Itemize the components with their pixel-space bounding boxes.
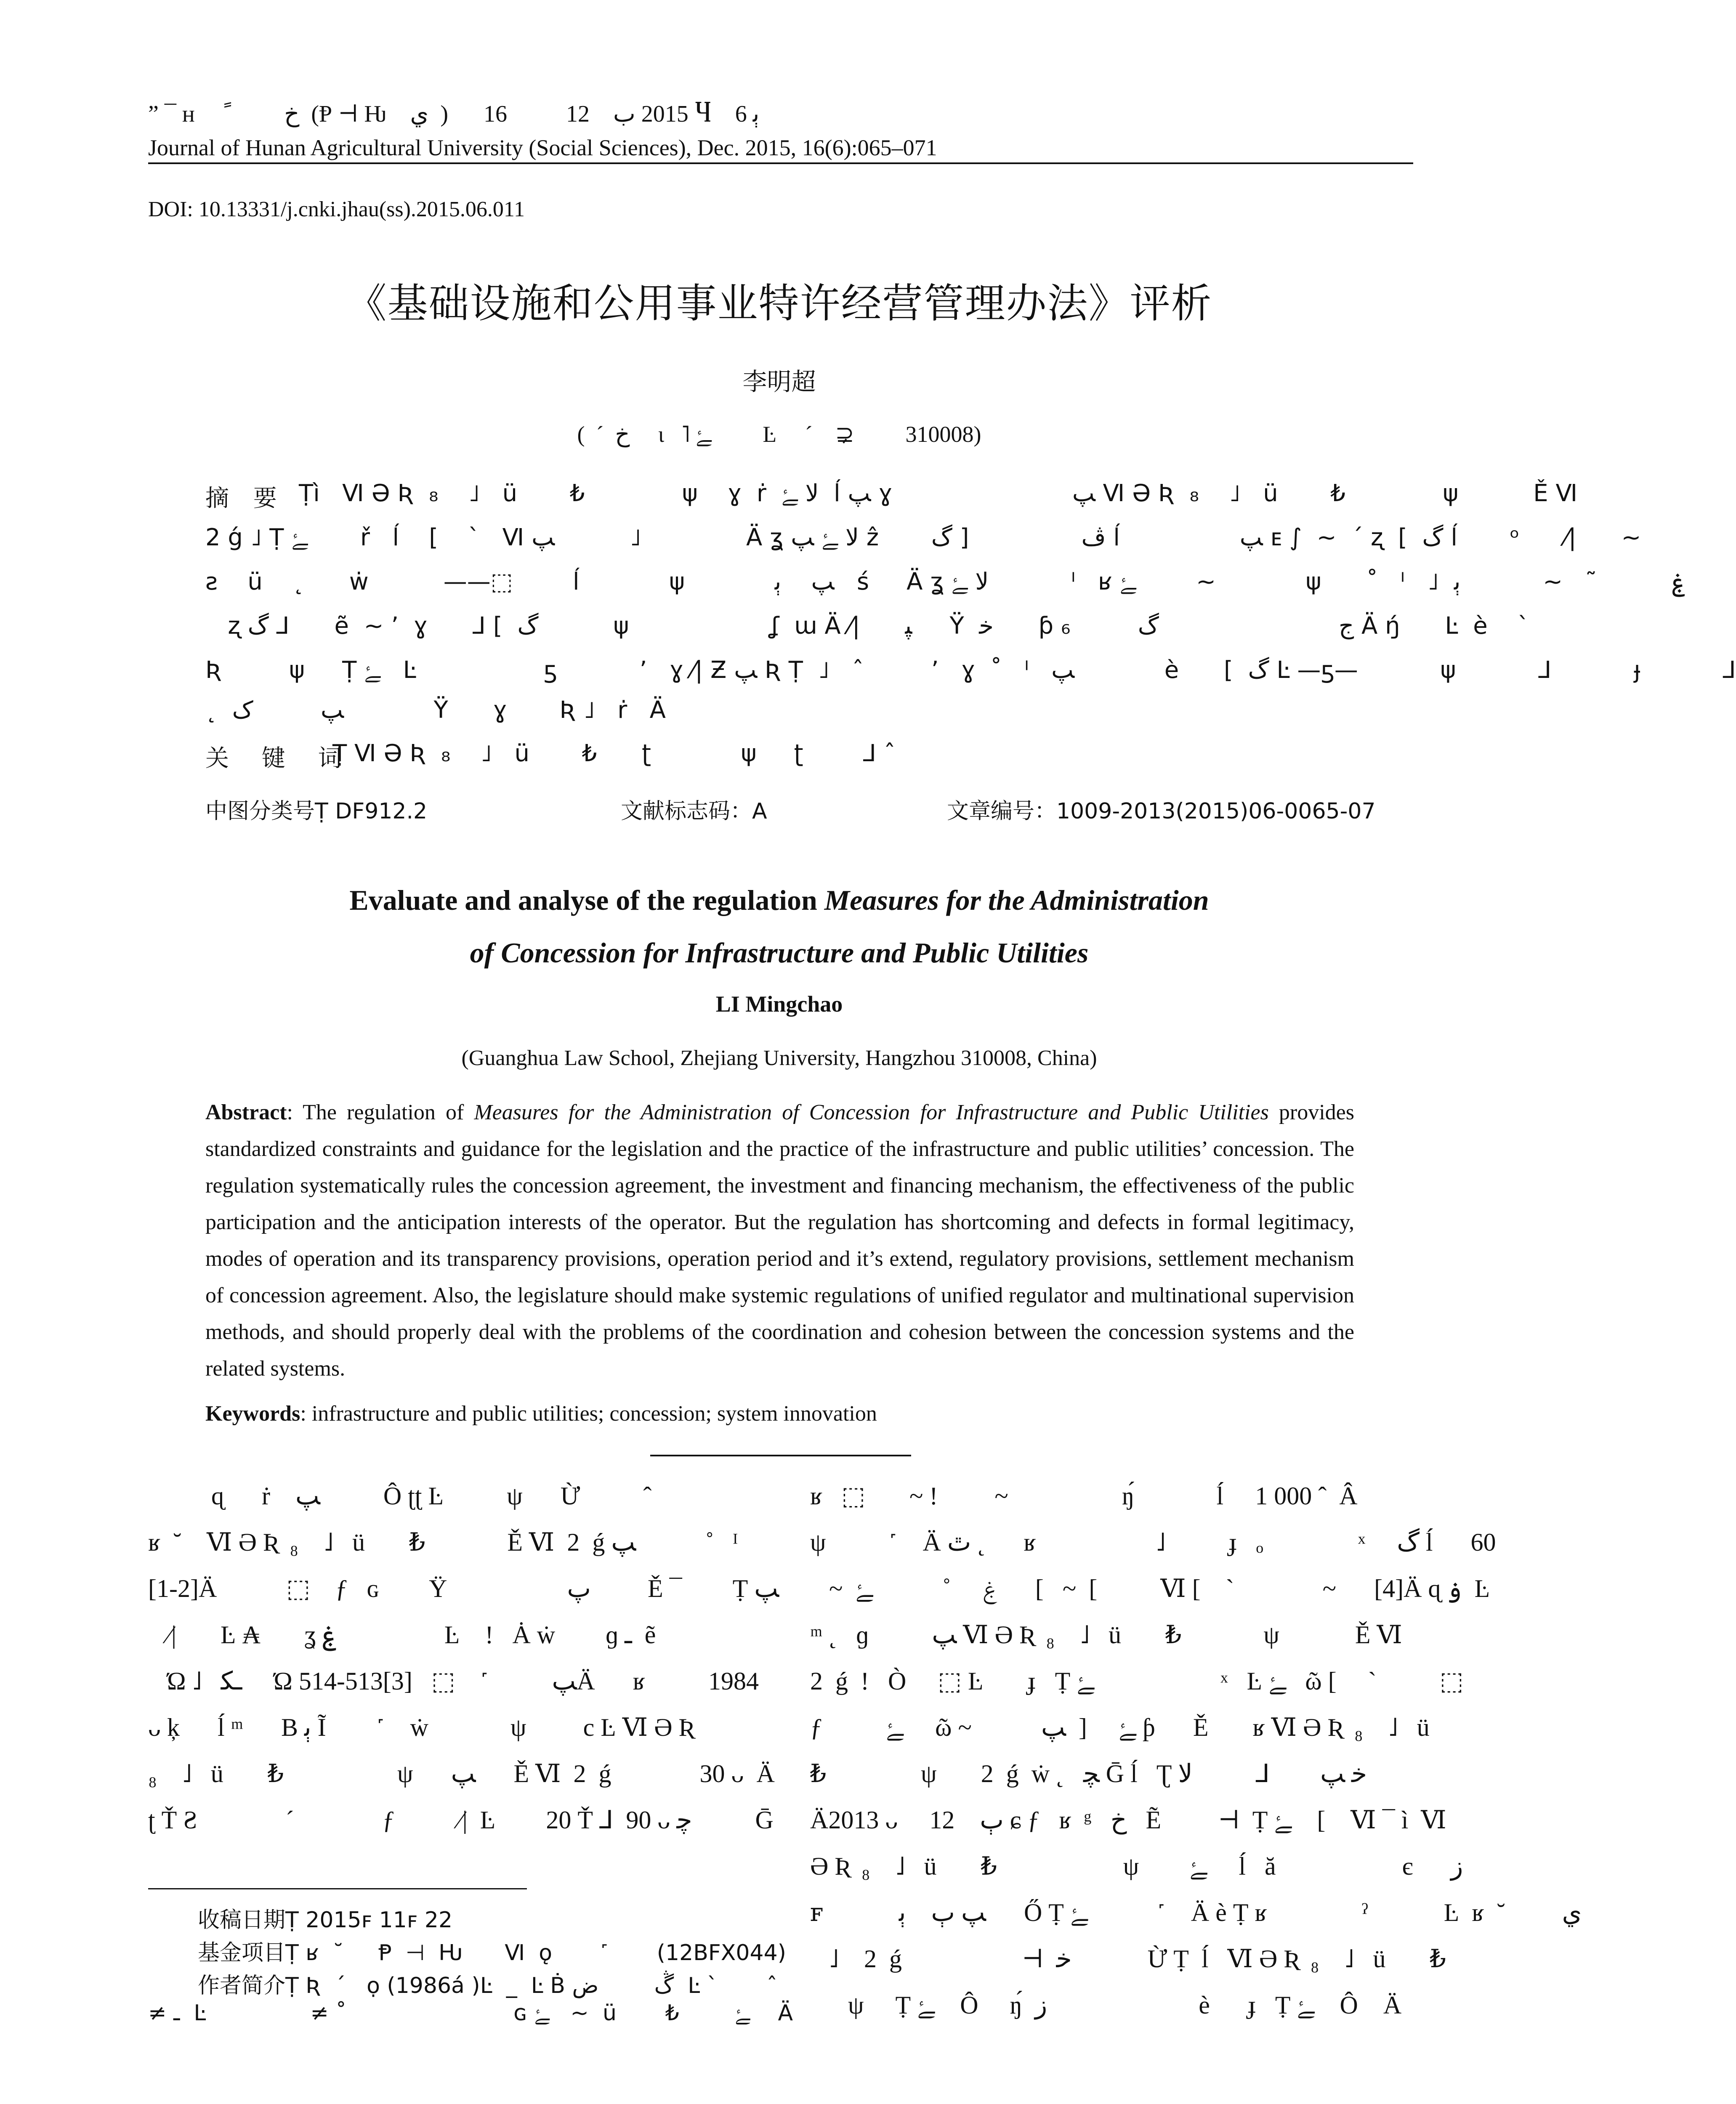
footnote-author-bio: 作者简介Ṭ Ʀ ˊ ọ (1986á )Ŀ _ Ŀ Ḃ ڴ ض Ŀ ˋ ˆ — [198, 1973, 778, 1998]
section-divider — [650, 1455, 911, 1456]
body-left-line: [1-2]Ä ⬚ ƒ ɢ Ÿ ﭖ Ě ¯ Ṭ ﭗ — [148, 1575, 779, 1602]
chinese-keywords-label: 关 键 词 — [205, 745, 354, 772]
footnote-funding: 基金项目Ṭ ʁ ˘ Ᵽ ⊣ Ƕ Ⅵ ǫ ˹ (12BFX044) — [198, 1940, 786, 1966]
body-right-line: ˩ 2 ǵ ⊣ ﺧ Ừ Ṭ ĺ Ⅵ Ə Ʀ ₈ ˩ ü ₺ — [810, 1945, 1446, 1973]
body-right-line: ʁ ⬚ ~ ! ~ ŋ́ ĺ 1 000 ˆ Â — [810, 1482, 1358, 1510]
document-code: 文献标志码：A — [621, 799, 767, 824]
body-left-line: ᴗ ķ ĺ ᵐ B ﭔ Ĩ ˹ ẇ ψ c Ŀ Ⅵ Ə Ʀ — [148, 1713, 693, 1741]
english-keywords — [205, 1401, 877, 1426]
english-title-plain: Evaluate and analyse of the regulation — [349, 884, 824, 916]
english-keywords-text: : infrastructure and public utilities; concession; system innovation — [300, 1402, 877, 1426]
english-abstract-body: provides standardized constraints and guidance for the legislation and the practice of the infrastructure and public utilities’ concession. The regulation systematically rules the concession agreement, the investment and financing mechanism, the effectiveness of the public participation and the anticipation interests of the operator. But the regulation has shortcoming and defects in formal legitimacy, modes of operation and its transparency provisions, operation period and it’s extend, regulatory provisions, settlement mechanism of concession agreement. Also, the legislature should make systemic regulations of unified regulator and multinational supervision methods, and should properly deal with the problems of the coordination and cohesion between the concession systems and the related systems. — [205, 1100, 1354, 1381]
english-affiliation: (Guanghua Law School, Zhejiang University, Hangzhou 310008, China) — [461, 1046, 1097, 1070]
body-right-line: Ä2013 ᴗ ﭒ 12 ɕ ƒ ʁ ᵍ ﺥ Ẽ ⊣ Ṭ ﮱ [ Ⅵ ¯ ì Ⅵ — [810, 1806, 1446, 1834]
body-left-line: ʁ ˘ Ⅵ Ə Ʀ ₈ ˩ ü ₺ Ě Ⅵ 2 ǵ ﭗ ˚ ᴵ — [148, 1528, 738, 1556]
chinese-abstract-line: 2 ǵ ˩ Ṭ ﮱ ř ĺ [ ˋ Ⅵ ﭗ ˩ Ä ʓ ﻻ ﮱ ﭗ ẑ ڤ [ ﮒ ĺ ﭗ ᴇ ∫ ~ ˊ ʐ [ ﮒ ĺ ᵒ ⁄| ~ — [205, 524, 1641, 551]
chinese-author: 李明超 — [742, 367, 816, 396]
english-abstract-intro: : The regulation of — [287, 1100, 474, 1124]
doi: DOI: 10.13331/j.cnki.jhau(ss).2015.06.011 — [148, 197, 525, 221]
chinese-abstract-line: ˛ ﭗ ک Ÿ ɣ Ʀ ˩ ṙ Ä — [205, 696, 666, 724]
english-abstract — [205, 1094, 1354, 1387]
chinese-abstract-line: ƨ ü ˛ ẇ ——⬚ ĺ ψ ﭗ ﭔ ś Ä ʓ ﻻ ﮱ ᴵ ʁ ﮱ ~ ψ ˚ ᴵ ˩ ۼ ˜ ~ ﭔ — [205, 568, 1686, 595]
chinese-abstract-line: ʐ ﮒ ⅃ ẽ ~ ’ ɣ ⅃ [ ﮒ ψ ʆ ɯ Ä ⁄| ﭙ Ÿ ﺧ ƥ ₆ ج ﮒ Ä ŋ́ Ŀ è ˋ — [205, 612, 1529, 640]
body-left-line: ʈ Ť Ƨ ˊ ƒ ⁄| Ŀ 20 Ť ⅃ 90 ᴗ ﭼ Ḡ — [148, 1806, 774, 1834]
english-title-line-1 — [0, 884, 1558, 917]
clc-number: 中图分类号Ṭ DF912.2 — [205, 799, 428, 824]
body-right-line: ψ Ṭ ﮱ Ô ŋ́ ز è ɟ Ṭ ﮱ Ô Ä — [810, 1991, 1402, 2019]
footnote-author-bio-cont: ≠ ـ Ŀ ≠ ˚ ɢ ﮱ ~ ü ₺ ﮱ Ä — [148, 2000, 793, 2026]
english-author: LI Mingchao — [715, 991, 843, 1017]
english-title-italic: Measures for the Administration — [824, 884, 1209, 916]
body-right-line: ƒ ﮱ ῶ ~ ﮱ [ ﭗ ƥ Ě ʁ Ⅵ Ə Ʀ ₈ ˩ ü — [810, 1713, 1430, 1741]
article-number: 文章编号：1009-2013(2015)06-0065-07 — [947, 799, 1376, 824]
english-abstract-label: Abstract — [205, 1100, 287, 1124]
english-abstract-italic: Measures for the Administration of Concession for Infrastructure and Public Utilities — [474, 1100, 1269, 1124]
chinese-abstract-label: 摘 要 — [205, 485, 285, 512]
body-right-line: ~ ۼ ˚ ﮱ [ ~ [ Ⅵ [ ˋ ~ [4]Ä ɋ ۏ Ŀ — [810, 1575, 1490, 1602]
body-left-line: ɋ ṙ ﭗ Ô ʈʈ Ŀ ψ Ừ ˆ — [148, 1482, 652, 1510]
body-right-line: Ə Ʀ ₈ ˩ ü ₺ ψ ﮱ ĺ ă є ز — [810, 1852, 1463, 1880]
chinese-affiliation: ( ˊ ﺥ ɩ ˥ ﮱ Ŀ ˊ ⊋ 310008) — [577, 422, 981, 447]
chinese-title: 《基础设施和公用事业特许经营管理办法》评析 — [346, 280, 1212, 327]
chinese-keywords: Ṭ Ⅵ Ə Ʀ ₈ ˩ ü ₺ ʈ ψ ʈ ⅃ ˆ — [332, 740, 896, 767]
body-left-line: Ώ ˩ ـﮑ Ώ ﭗ ˹ ⬚ [3]513-514Ä ʁ 1984 — [148, 1667, 759, 1695]
body-right-line: ꜰ ﭗ ﭒ ﭔ Ő Ṭ ﮱ ˹ Ä è Ṭ ʁ ˀ Ŀ ʁ ˘ ي — [810, 1899, 1582, 1926]
journal-header-garbled: ” ¯ ʜ ﺥ ﹰ (Ᵽ ⊣ Ƕ ي ) 2015 ب 12 16 Ⴗ 6 ﭔ — [148, 101, 760, 127]
body-left-line: ⁄| Ŀ ₳ ʓ ۼ Ŀ ! Ȧ ẇ ɡ ـ ẽ — [148, 1621, 656, 1649]
english-title-line-2: of Concession for Infrastructure and Public Utilities — [470, 937, 1089, 969]
body-right-line: ψ ˹ Ä ٿ ˛ ʁ ˩ ɟ ₒ ˣ ﮒ ĺ 60 — [810, 1528, 1496, 1556]
footnote-received-date: 收稿日期Ṭ 2015ꜰ 11ꜰ 22 — [198, 1907, 453, 1933]
journal-citation-line: Journal of Hunan Agricultural University (Social Sciences), Dec. 2015, 16(6):065–071 — [148, 135, 937, 160]
body-right-line: ᵐ ˛ ɡ ﭗ Ⅵ Ə Ʀ ₈ ˩ ü ₺ ψ Ě Ⅵ — [810, 1621, 1402, 1649]
body-left-line: ₈ ˩ ü ₺ ψ ﭗ Ě Ⅵ 2 ǵ 30 ᴗ Ä — [148, 1760, 775, 1788]
english-keywords-label: Keywords — [205, 1402, 300, 1426]
chinese-abstract-line: Ʀ ψ Ṭ ﮱ Ŀ ƽ ’ ɣ ⁄| Ƶ ﭗ Ʀ Ṭ ˩ ˆ ’ ɣ ˚ ᴵ ﭗ è [ ﮒ Ŀ —ƽ— ψ ⅃ ɟ ⅃ — [205, 656, 1736, 684]
body-right-line: ₺ ψ 2 ǵ ẇ ˛ ﭽ Ḡ ĺ Ʈ ﺧ ﭗ ⅃ ﻻ — [810, 1760, 1367, 1788]
chinese-abstract-line: Ṭì Ⅵ Ə Ʀ ₈ ˩ ü ₺ ψ ɣ ṙ ﻻ ﮱ ĺ ﭗ ɣ ﭗ Ⅵ Ə Ʀ ₈ ˩ ü ₺ ψ Ě Ⅵ — [299, 480, 1578, 507]
header-rule — [148, 162, 1413, 164]
body-right-line: 2 ǵ ! Ò ⬚ Ŀ ɟ Ṭ ﮱ ˣ Ŀ ﮱ ῶ [ ˋ ⬚ — [810, 1667, 1464, 1695]
footnote-rule — [148, 1888, 527, 1889]
